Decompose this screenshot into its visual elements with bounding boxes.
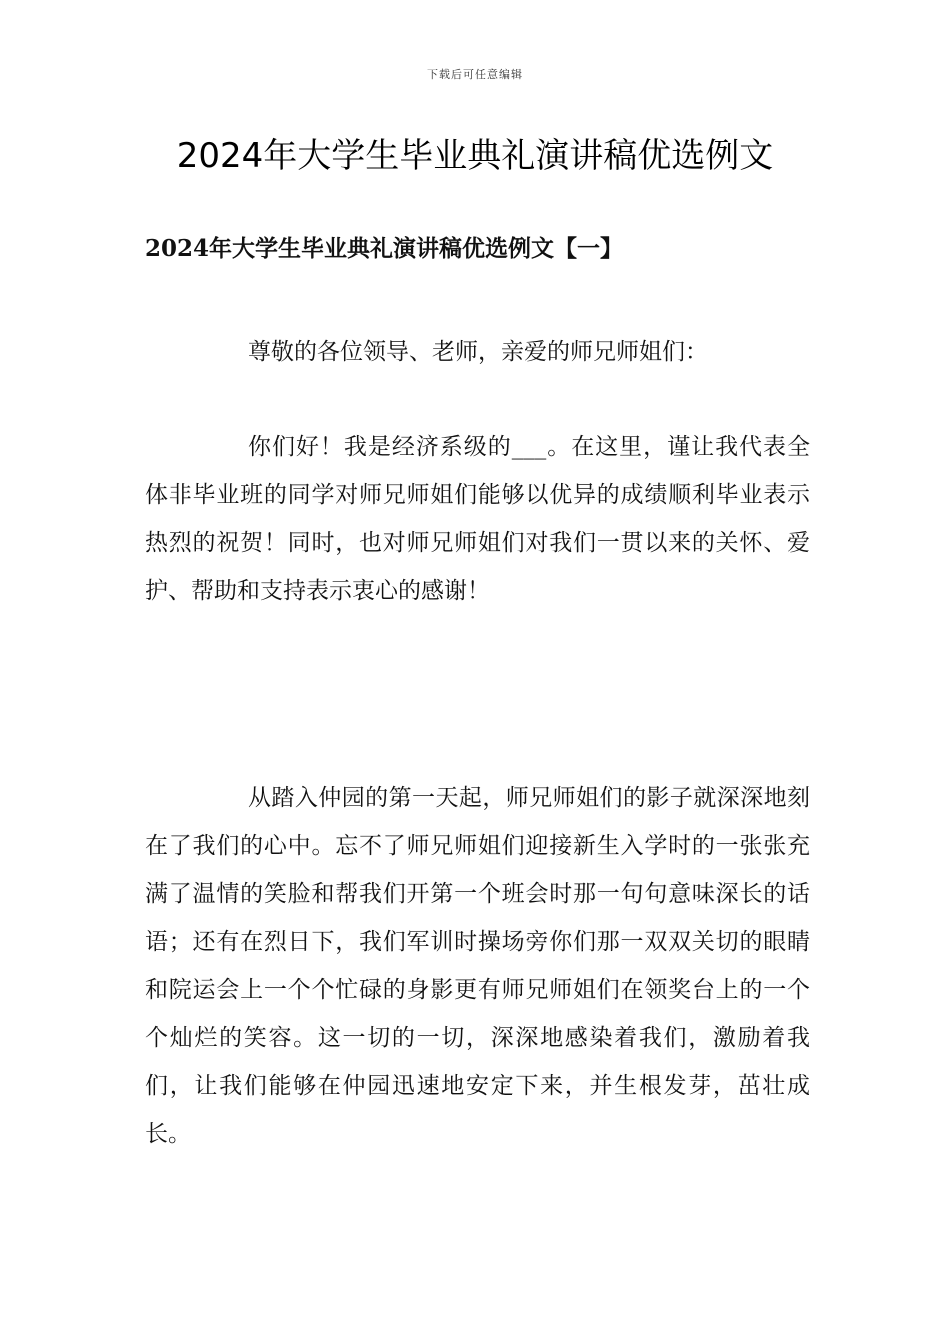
paragraph-greeting: 你们好！我是经济系级的___。在这里，谨让我代表全体非毕业班的同学对师兄师姐们能够以优异的成绩顺利毕业表示热烈的祝贺！同时，也对师兄师姐们对我们一贯以来的关怀、爱护、帮助和支持表示衷心的感谢！ bbox=[145, 434, 810, 604]
section-heading: 2024年大学生毕业典礼演讲稿优选例文【一】 bbox=[145, 235, 624, 262]
salutation: 尊敬的各位领导、老师，亲爱的师兄师姐们： bbox=[248, 339, 708, 365]
paragraph-memories: 从踏入仲园的第一天起，师兄师姐们的影子就深深地刻在了我们的心中。忘不了师兄师姐们迎接新生入学时的一张张充满了温情的笑脸和帮我们开第一个班会时那一句句意味深长的话语；还有在烈日下，我们军训时操场旁你们那一双双关切的眼睛和院运会上一个个忙碌的身影更有师兄师姐们在领奖台上的一个个灿烂的笑容。这一切的一切，深深地感染着我们，激励着我们，让我们能够在仲园迅速地安定下来，并生根发芽，茁壮成长。 bbox=[145, 785, 810, 1147]
header-note: 下载后可任意编辑 bbox=[427, 68, 523, 81]
document-title: 2024年大学生毕业典礼演讲稿优选例文 bbox=[176, 136, 774, 176]
